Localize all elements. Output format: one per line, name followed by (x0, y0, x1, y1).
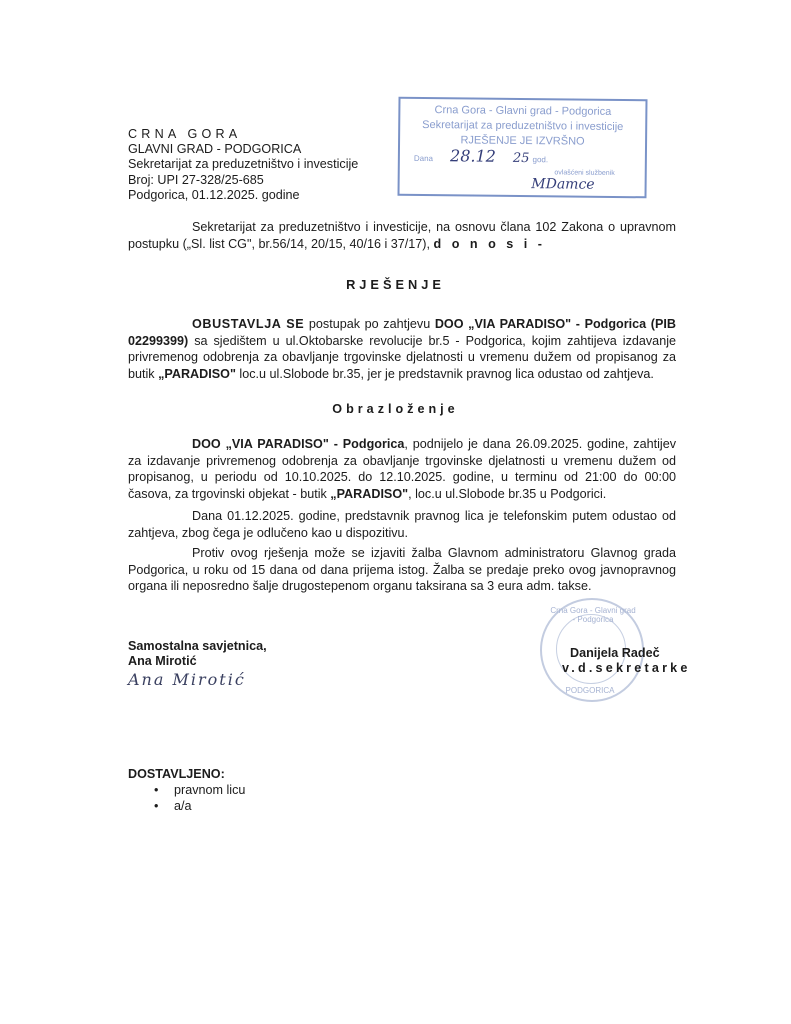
header-country: CRNA GORA (128, 127, 242, 141)
header-city: GLAVNI GRAD - PODGORICA (128, 142, 302, 157)
reasoning-title: Obrazloženje (332, 402, 459, 416)
decision-company: DOO „VIA PARADISO" - Podgorica (PIB 02299399) (128, 317, 676, 348)
reasoning-company: DOO „VIA PARADISO" - (192, 437, 343, 451)
stamp-date-label: Dana (413, 153, 434, 164)
header-place-date: Podgorica, 01.12.2025. godine (128, 187, 300, 202)
document-header (128, 127, 358, 203)
seal-text-top: Crna Gora - Glavni grad - Podgorica (550, 606, 636, 624)
intro-paragraph (128, 219, 676, 252)
reasoning-text-2: , loc.u ul.Slobode br.35 u Podgorici. (408, 486, 607, 501)
signatory-left-title: Samostalna savjetnica, (128, 639, 267, 653)
delivered-label: DOSTAVLJENO: (128, 767, 225, 781)
reasoning-paragraph-3: Protiv ovog rješenja može se izjaviti žalba Glavnom administratoru Glavnog grada Podgorica, u roku od 15 dana od dana prijema istog. Žalba se predaje preko ovog javnopravnog organa ili neposredno šalje drugostepenom organu taksirana sa 3 eura adm. takse. (128, 546, 676, 594)
stamp-line3: RJEŠENJE JE IZVRŠNO (460, 134, 585, 148)
intro-keyword: d o n o s i - (433, 236, 546, 251)
decision-text-1: postupak po zahtjevu (304, 317, 435, 331)
signatory-right (562, 646, 691, 676)
header-department: Sekretarijat za preduzetništvo i investicije (128, 157, 359, 172)
decision-verb: OBUSTAVLJA SE (192, 317, 305, 331)
decision-text-2: sa sjedištem u ul.Oktobarske revolucije br.5 - Podgorica, kojim zahtijeva izdavanje privremenog odobrenja za obavljanje trgovinske djelatnosti u vremenu dužem od propisanog za butik (128, 333, 676, 381)
header-number: Broj: UPI 27-328/25-685 (128, 172, 264, 187)
delivered-item: • pravnom licu (154, 782, 245, 798)
signatory-right-name: Danijela Radeč (570, 646, 660, 660)
stamp-year-value: 25 (512, 150, 530, 167)
stamp-date-value: 28.12 (449, 146, 497, 166)
stamp-year-suffix: god. (532, 155, 549, 165)
delivered-list (128, 782, 245, 814)
decision-title: RJEŠENJE (346, 277, 445, 292)
signatory-left-signature: Ana Mirotić (128, 670, 246, 689)
reasoning-shop: „PARADISO" (330, 486, 409, 501)
delivered-item: • a/a (154, 798, 245, 814)
execution-stamp (397, 97, 647, 199)
reasoning-text-1: , podnijelo je dana 26.09.2025. godine, zahtijev za izdavanje privremenog odobrenja za obavljanje trgovinske djelatnosti u vremenu dužem od propisanog, u periodu od 10.10.2025. do 12.10.2025. godine, u terminu od 21:00 do 00:00 časova, za trgovinski objekat - butik (128, 437, 676, 501)
signatory-left (128, 639, 267, 687)
signatory-left-name: Ana Mirotić (128, 654, 197, 668)
stamp-line2: Sekretarijat za preduzetništvo i investicije (422, 118, 624, 134)
seal-text-bottom: PODGORICA (565, 686, 615, 695)
stamp-line1: Crna Gora - Glavni grad - Podgorica (434, 104, 612, 118)
signatory-right-title: v.d.sekretarke (562, 661, 691, 675)
reasoning-paragraph-2: Dana 01.12.2025. godine, predstavnik pravnog lica je telefonskim putem odustao od zahtjeva, zbog čega je odlučeno kao u dispozitivu. (128, 509, 676, 540)
delivered-section (128, 766, 245, 814)
stamp-signature: MDamce (531, 176, 595, 193)
intro-text: Sekretarijat za preduzetništvo i investicije, na osnovu člana 102 Zakona o upravnom postupku („Sl. list CG", br.56/14, 20/15, 40/16 i 37/17), (128, 220, 676, 251)
stamp-officer-label: ovlašćeni službenik (554, 169, 615, 177)
decision-shop: „PARADISO" (158, 366, 236, 381)
reasoning-city: Podgorica (342, 437, 405, 451)
reasoning-paragraph-1 (128, 436, 676, 502)
decision-paragraph (128, 316, 676, 382)
decision-text-3: loc.u ul.Slobode br.35, jer je predstavnik pravnog lica odustao od zahtjeva. (235, 366, 654, 381)
